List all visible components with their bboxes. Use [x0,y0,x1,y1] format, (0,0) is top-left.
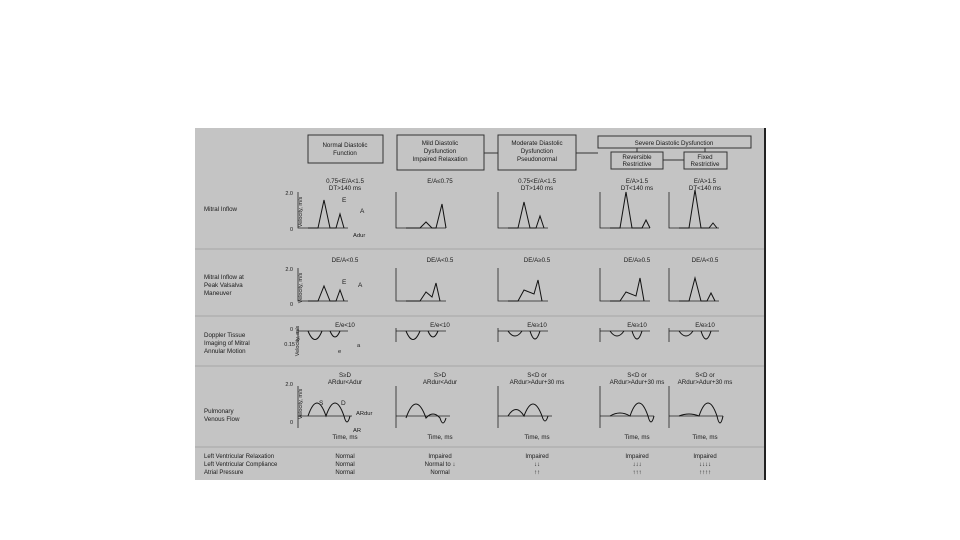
valsalva-axes-3 [498,268,548,301]
valsalva-criteria-3: DE/A≥0.5 [523,257,551,264]
wave-label-e: e [338,349,342,355]
valsalva-waveform-5 [679,278,715,301]
wave-label-A-row1: A [360,208,365,215]
normal-header-box [308,135,383,163]
tissue-waveform-4 [610,331,642,339]
pulmonary-waveform-4 [610,403,654,422]
wave-label-Adur: Adur [353,233,366,239]
y-tick-0-row1: 0 [289,227,293,233]
bottom-value-5-3: ↑↑↑↑ [699,470,711,476]
y-tick-0-row2: 0 [289,302,293,308]
time-label-5: Time, ms [692,434,718,441]
pulmonary-waveform-3 [508,404,548,421]
mitral-axes-3 [498,192,548,228]
tissue-criteria-2: E/e<10 [430,322,450,329]
y-tick-015-row3: 0.15 [284,342,295,348]
tissue-waveform-5 [679,331,711,339]
tissue-criteria-4: E/e≥10 [627,322,647,329]
wave-label-E-row1: E [342,197,347,204]
reversible-header-line-1: Reversible [622,154,652,161]
pulmonary-criteria-line2-5: ARdur>Adur+30 ms [677,379,733,386]
tissue-waveform-3 [508,331,540,339]
row-label-pulmonary-2: Venous Flow [204,416,240,423]
valsalva-criteria-2: DE/A<0.5 [426,257,454,264]
figure-canvas [195,128,764,480]
mitral-waveform-4 [610,192,650,228]
velocity-label-row2: Velocity, m/s [298,272,304,304]
tissue-axes-2 [396,328,446,342]
wave-label-A-row2: A [358,282,363,289]
valsalva-waveform-4 [610,278,644,301]
pulmonary-criteria-line2-2: ARdur<Adur [422,379,458,386]
bottom-value-4-3: ↑↑↑ [632,470,642,476]
pulmonary-criteria-line1-4: S<D or [627,372,647,379]
pulmonary-axes-1 [298,386,352,428]
moderate-header-line-3: Pseudonormal [517,156,557,163]
mitral-waveform-2 [406,204,446,228]
tissue-criteria-3: E/e≥10 [527,322,547,329]
valsalva-criteria-5: DE/A<0.5 [691,257,719,264]
panels-group [298,178,732,476]
mitral-dt-4: DT<140 ms [620,185,654,192]
velocity-label-row3: Velocity, m/s [295,325,301,357]
pulmonary-criteria-line2-3: ARdur>Adur+30 ms [509,379,565,386]
wave-label-AR: AR [353,428,362,434]
mitral-criteria-5: E/A>1.5 [693,178,717,185]
mitral-axes-1 [298,192,348,228]
wave-label-ARdur: ARdur [356,411,373,417]
bottom-label-atrial-pressure: Atrial Pressure [204,470,244,476]
valsalva-axes-5 [669,268,719,301]
moderate-header-line-1: Moderate Diastolic [511,140,563,147]
row-label-valsalva-3: Maneuver [204,290,232,297]
mitral-waveform-5 [679,190,717,228]
reversible-header-line-2: Restrictive [622,161,652,168]
valsalva-waveform-3 [508,280,542,301]
velocity-label-row1: Velocity, m/s [298,196,304,228]
valsalva-criteria-4: DE/A≥0.5 [623,257,651,264]
velocity-label-row4: Velocity, m/s [298,388,304,420]
bottom-value-4-2: ↓↓↓ [632,462,642,468]
time-label-3: Time, ms [524,434,550,441]
tissue-waveform-2 [406,331,438,340]
bottom-value-1-3: Normal [335,470,355,476]
tissue-axes-5 [669,328,719,342]
diastolic-dysfunction-figure [195,128,766,480]
tissue-axes-4 [600,328,650,342]
normal-header-line-1: Normal Diastolic [322,142,368,149]
bottom-value-2-2: Normal to ↓ [424,462,456,468]
valsalva-waveform-1 [308,286,344,301]
normal-header-line-2: Function [333,150,357,157]
row-label-mitral-inflow: Mitral Inflow [204,206,238,213]
wave-label-a: a [357,343,361,349]
y-tick-2-row4: 2.0 [285,382,293,388]
pulmonary-criteria-line1-2: S>D [433,372,447,379]
valsalva-criteria-1: DE/A<0.5 [331,257,359,264]
row-label-valsalva-1: Mitral Inflow at [204,274,244,281]
mitral-axes-2 [396,192,446,228]
time-label-1: Time, ms [332,434,358,441]
mitral-dt-5: DT<140 ms [688,185,722,192]
bottom-value-3-1: Impaired [525,454,549,460]
mild-header-line-1: Mild Diastolic [421,140,459,147]
row-label-tissue-1: Doppler Tissue [204,332,246,339]
pulmonary-waveform-2 [406,404,446,423]
time-label-2: Time, ms [427,434,453,441]
mitral-waveform-3 [508,202,544,228]
pulmonary-criteria-line2-1: ARdur<Adur [327,379,363,386]
tissue-criteria-5: E/e≥10 [695,322,715,329]
pulmonary-criteria-line1-3: S<D or [527,372,547,379]
pulmonary-criteria-line2-4: ARdur>Adur+30 ms [609,379,665,386]
mitral-waveform-1 [308,200,344,228]
pulmonary-criteria-line1-5: S<D or [695,372,715,379]
severe-header: Severe Diastolic Dysfunction [634,140,714,147]
pulmonary-waveform-5 [679,403,723,423]
wave-label-D: D [341,400,346,407]
y-tick-0-row3: 0 [289,327,293,333]
pulmonary-axes-4 [600,386,654,428]
bottom-value-2-1: Impaired [428,454,452,460]
tissue-criteria-1: E/e<10 [335,322,355,329]
fixed-header-line-1: Fixed [697,154,713,161]
wave-label-E-row2: E [342,279,347,286]
bottom-label-relaxation: Left Ventricular Relaxation [204,454,275,460]
bottom-value-3-2: ↓↓ [534,462,540,468]
row-label-pulmonary-1: Pulmonary [204,408,234,415]
pulmonary-criteria-line1-1: S≥D [339,372,351,379]
mitral-criteria-4: E/A>1.5 [625,178,649,185]
pulmonary-axes-3 [498,386,552,428]
mitral-dt-1: DT>140 ms [328,185,362,192]
tissue-axes-1 [298,328,348,342]
fixed-header-line-2: Restrictive [690,161,720,168]
bottom-value-5-2: ↓↓↓↓ [699,462,711,468]
mitral-criteria-1: 0.75<E/A<1.5 [326,178,364,185]
bottom-label-compliance: Left Ventricular Compliance [204,462,278,468]
tissue-waveform-1 [308,331,340,340]
bottom-value-1-1: Normal [335,454,355,460]
y-tick-2-row2: 2.0 [285,267,293,273]
tissue-axes-3 [498,328,548,342]
mild-header-line-2: Dysfunction [423,148,457,155]
y-tick-0-row4: 0 [289,420,293,426]
bottom-value-4-1: Impaired [625,454,649,460]
moderate-header-line-2: Dysfunction [520,148,554,155]
valsalva-axes-1 [298,268,348,301]
mitral-dt-3: DT>140 ms [520,185,554,192]
mild-header-line-3: Impaired Relaxation [412,156,468,163]
valsalva-waveform-2 [406,283,440,301]
time-label-4: Time, ms [624,434,650,441]
bottom-value-5-1: Impaired [693,454,717,460]
bottom-value-2-3: Normal [430,470,450,476]
row-label-tissue-2: Imaging of Mitral [204,340,250,347]
valsalva-axes-4 [600,268,650,301]
wave-label-S: S [319,400,324,407]
bottom-value-1-2: Normal [335,462,355,468]
row-label-tissue-3: Annular Motion [204,348,246,355]
pulmonary-axes-5 [669,386,723,428]
bottom-value-3-3: ↑↑ [534,470,540,476]
mitral-criteria-2: E/A≤0.75 [427,178,453,185]
row-label-valsalva-2: Peak Valsalva [204,282,243,289]
mitral-criteria-3: 0.75<E/A<1.5 [518,178,556,185]
y-tick-2-row1: 2.0 [285,191,293,197]
